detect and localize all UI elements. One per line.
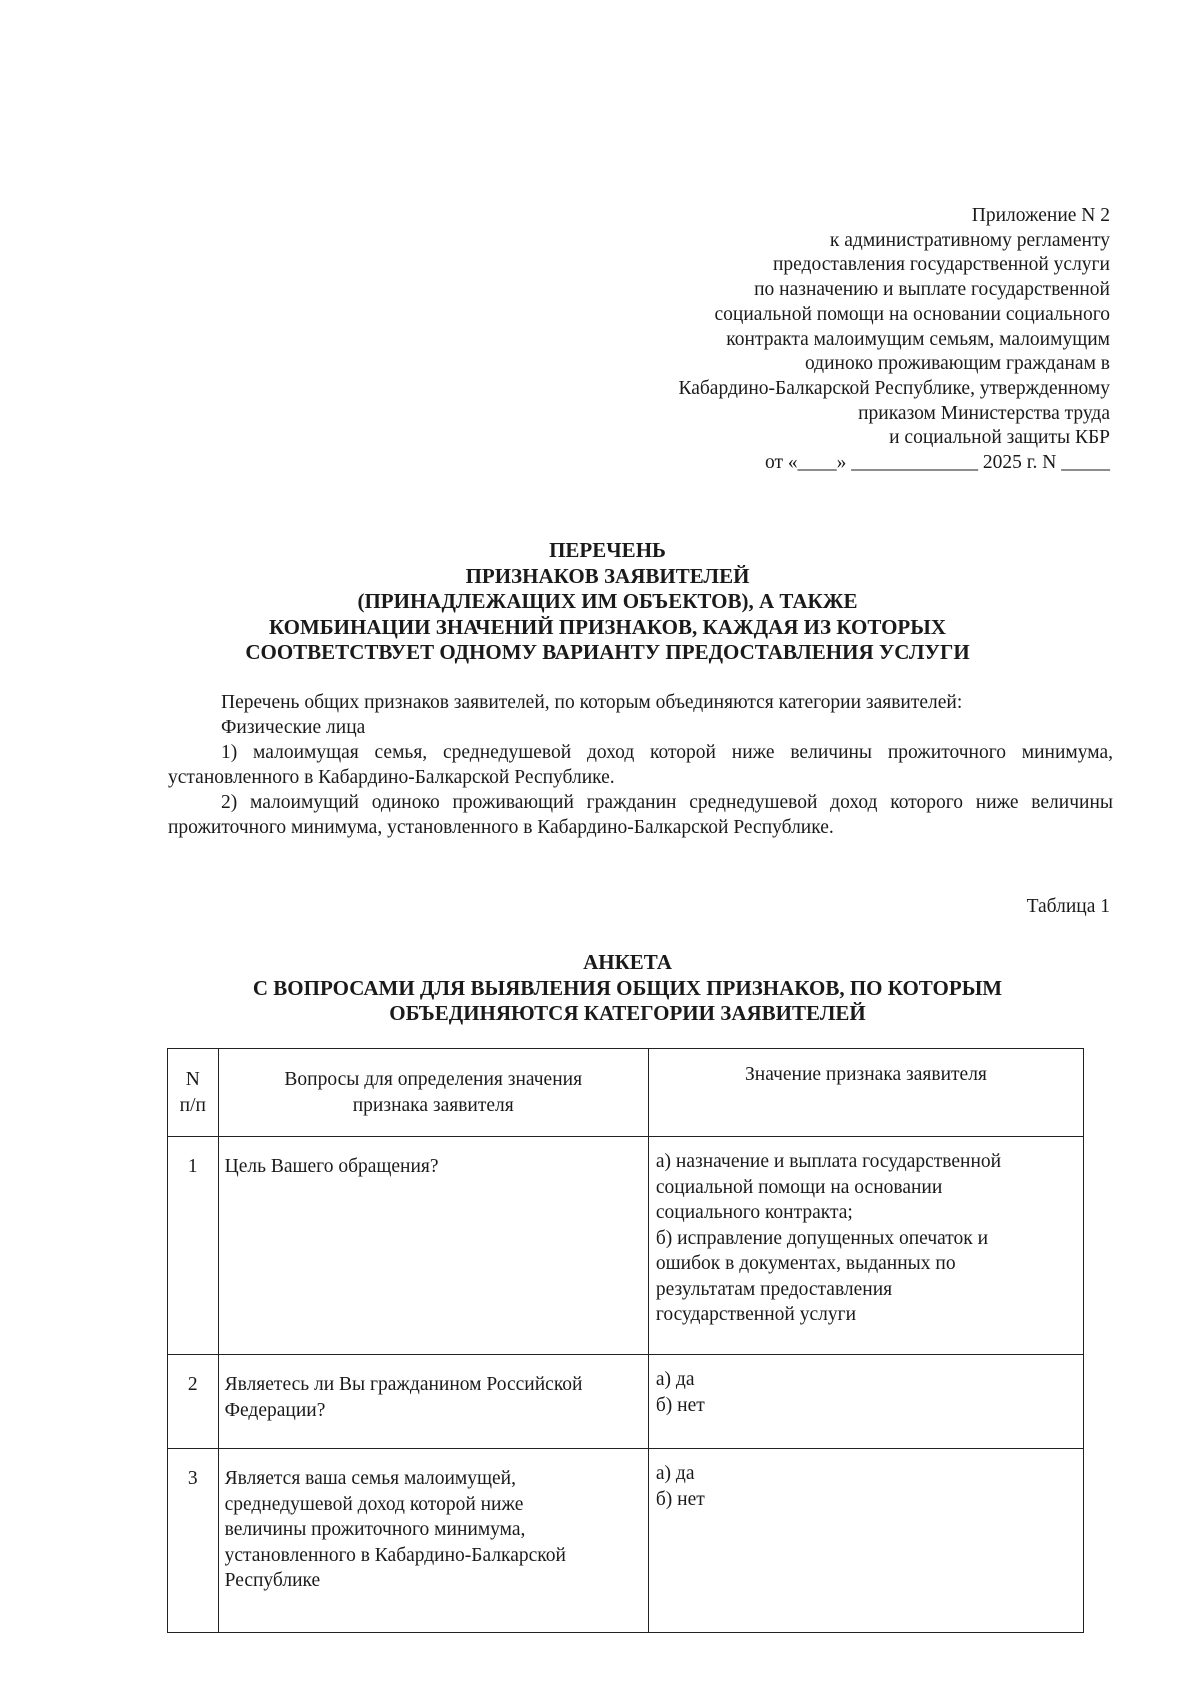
table-label: Таблица 1 (1026, 896, 1110, 917)
appendix-line: и социальной защиты КБР (889, 427, 1110, 449)
row-question: Является ваша семья малоимущей, среднедушевой доход которой ниже величины прожиточного минимума, установленного в Кабардино-Балкарской Республике (218, 1449, 648, 1633)
header-num: N п/п (168, 1049, 219, 1137)
intro-paragraph: Физические лица (221, 717, 366, 738)
intro-paragraph: 2) малоимущий одиноко проживающий гражданин среднедушевой доход которого ниже величины прожиточного минимума, установленного в Кабардино-Балкарской Республике. (168, 792, 1113, 838)
table-row (168, 1449, 1084, 1633)
appendix-line: Приложение N 2 (971, 205, 1110, 226)
intro-paragraph: 1) малоимущая семья, среднедушевой доход которой ниже величины прожиточного минимума, установленного в Кабардино-Балкарской Республике. (168, 742, 1113, 788)
title-line: АНКЕТА (583, 950, 672, 974)
appendix-line: контракта малоимущим семьям, малоимущим (726, 328, 1110, 350)
appendix-line: Кабардино-Балкарской Республике, утвержденному (678, 377, 1110, 399)
row-number: 1 (168, 1137, 219, 1355)
header-question: Вопросы для определения значения признака заявителя (218, 1049, 648, 1137)
title-line: ПРИЗНАКОВ ЗАЯВИТЕЛЕЙ (465, 563, 750, 588)
title-line: ПЕРЕЧЕНЬ (549, 538, 666, 562)
header-value: Значение признака заявителя (648, 1049, 1083, 1137)
title-line: СООТВЕТСТВУЕТ ОДНОМУ ВАРИАНТУ ПРЕДОСТАВЛЕНИЯ УСЛУГИ (245, 640, 970, 664)
intro-section (168, 690, 1113, 840)
table-row (168, 1137, 1084, 1355)
appendix-line: по назначению и выплате государственной (754, 279, 1110, 301)
title-line: (ПРИНАДЛЕЖАЩИХ ИМ ОБЪЕКТОВ), А ТАКЖЕ (357, 589, 858, 613)
document-title (150, 538, 1065, 666)
appendix-header (490, 204, 1110, 476)
intro-paragraph: Перечень общих признаков заявителей, по которым объединяются категории заявителей: (221, 692, 963, 713)
row-answer: а) да б) нет (648, 1355, 1083, 1449)
appendix-date-line: от «____» _____________ 2025 г. N _____ (764, 452, 1110, 474)
row-question: Цель Вашего обращения? (218, 1137, 648, 1355)
questionnaire-title (170, 950, 1085, 1027)
appendix-line: одиноко проживающим гражданам в (804, 353, 1110, 375)
row-question: Являетесь ли Вы гражданином Российской Федерации? (218, 1355, 648, 1449)
appendix-line: к административному регламенту (829, 229, 1110, 251)
row-number: 3 (168, 1449, 219, 1633)
table-header-row (168, 1049, 1084, 1137)
appendix-line: социальной помощи на основании социального (714, 303, 1110, 325)
row-answer: а) да б) нет (648, 1449, 1083, 1633)
table-row (168, 1355, 1084, 1449)
row-answer: а) назначение и выплата государственной социальной помощи на основании социального контракта; б) исправление допущенных опечаток и ошибок в документах, выданных по результатам предоставления государственной услуги (648, 1137, 1083, 1355)
title-line: С ВОПРОСАМИ ДЛЯ ВЫЯВЛЕНИЯ ОБЩИХ ПРИЗНАКОВ, ПО КОТОРЫМ (252, 975, 1003, 1000)
title-line: КОМБИНАЦИИ ЗНАЧЕНИЙ ПРИЗНАКОВ, КАЖДАЯ ИЗ КОТОРЫХ (268, 614, 947, 639)
title-line: ОБЪЕДИНЯЮТСЯ КАТЕГОРИИ ЗАЯВИТЕЛЕЙ (389, 1001, 866, 1025)
appendix-line: приказом Министерства труда (858, 402, 1110, 424)
appendix-line: предоставления государственной услуги (772, 254, 1110, 276)
row-number: 2 (168, 1355, 219, 1449)
questionnaire-table (167, 1048, 1084, 1633)
